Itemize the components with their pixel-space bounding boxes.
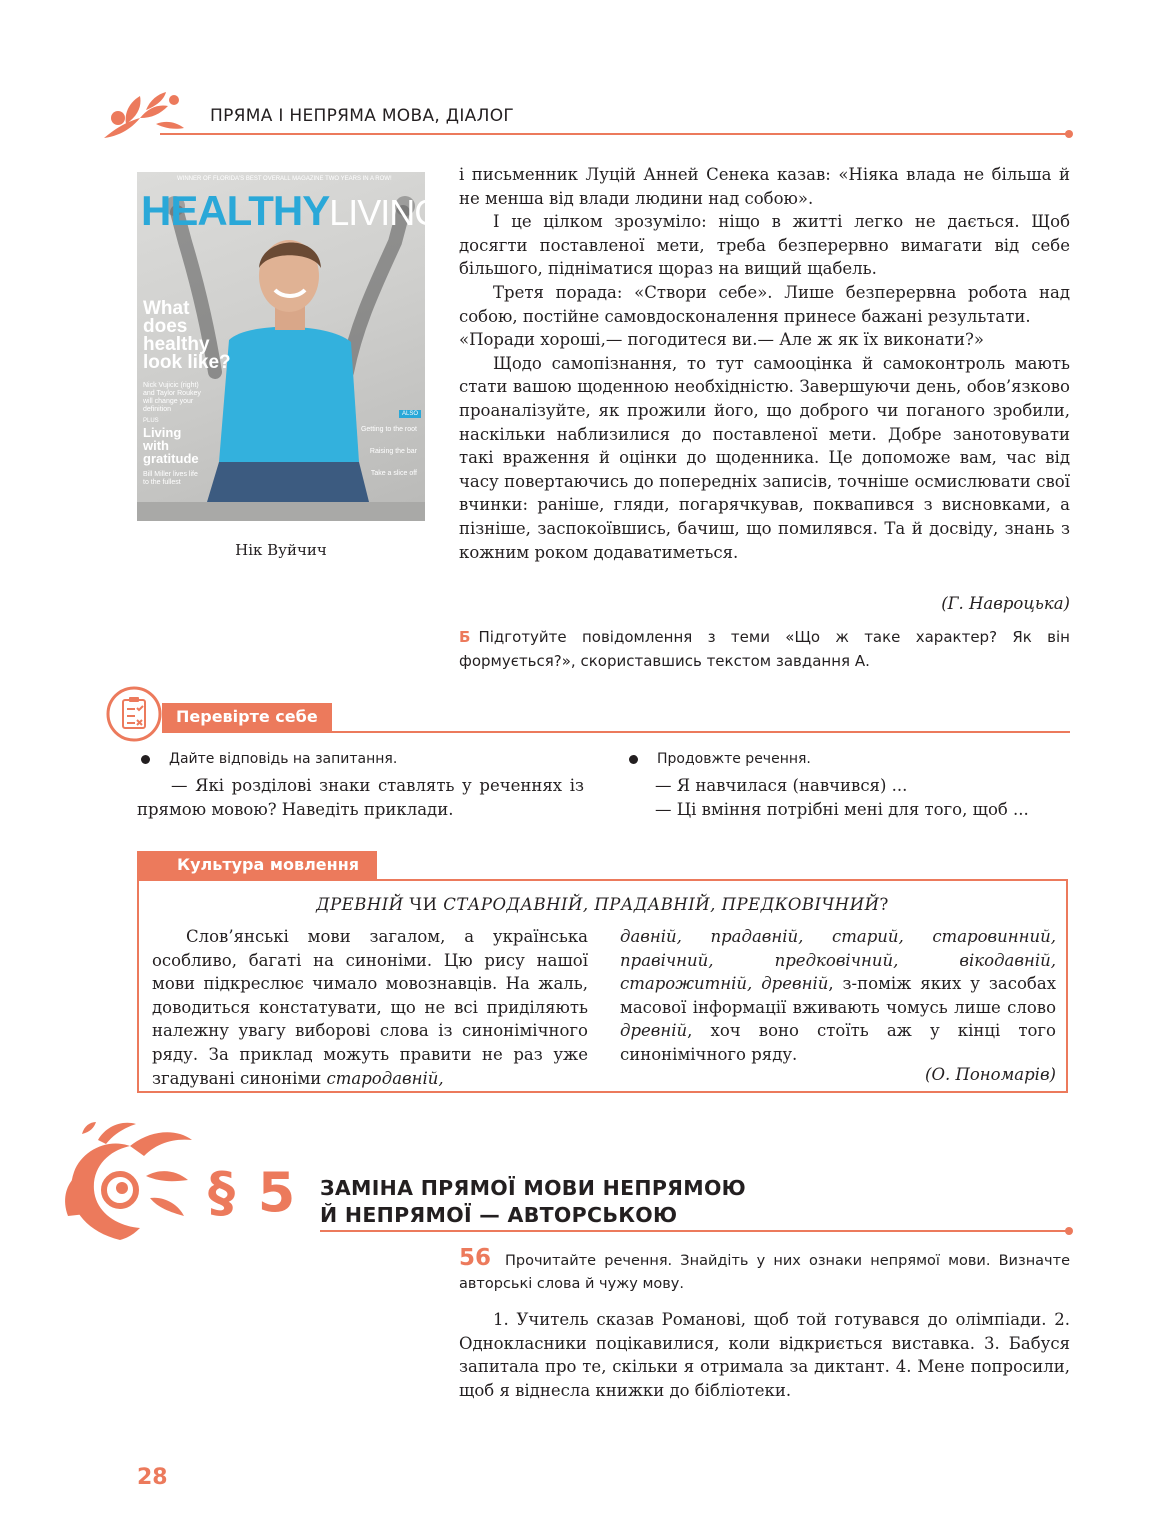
cover-plus: PLUS	[143, 418, 159, 424]
section-title-line: ЗАМІНА ПРЯМОЇ МОВИ НЕПРЯМОЮ	[320, 1176, 747, 1200]
paragraph: «Поради хороші,— погодитеся ви.— Але ж як їх виконати?»	[459, 330, 984, 350]
cover-names-line: will change your	[143, 398, 194, 405]
cover-headline-line: What	[143, 298, 190, 319]
paragraph: І це цілком зрозуміло: ніщо в житті легко не дається. Щоб досягти поставленої мети, треба безперервно вимагати від себе більшого, підніматися щораз на вищий щабель.	[459, 212, 1070, 279]
clipboard-checklist-icon	[106, 686, 162, 742]
cover-side-text: Take a slice off	[370, 470, 417, 477]
cover-names	[143, 382, 201, 414]
rule-end-dot	[1065, 130, 1073, 138]
section-title-line: Й НЕПРЯМОЇ — АВТОРСЬКОЮ	[320, 1203, 678, 1227]
text-author: (Г. Навроцька)	[941, 594, 1070, 613]
page-number: 28	[137, 1465, 168, 1490]
cover-headline-line: does	[143, 316, 188, 337]
culture-label: Культура мовлення	[137, 851, 377, 879]
cover-logo	[141, 187, 442, 234]
header-title: ПРЯМА І НЕПРЯМА МОВА, ДІАЛОГ	[210, 106, 515, 126]
section-ornament-icon	[60, 1120, 210, 1250]
question-line: — Які розділові знаки ставлять у реченнях із прямою мовою? Наведіть приклади.	[137, 776, 584, 819]
culture-title-part: ?	[879, 895, 889, 914]
cover-bill-line: Bill Miller lives life	[143, 471, 198, 478]
culture-title	[137, 895, 1068, 914]
cover-bill	[143, 471, 198, 487]
cover-living	[143, 426, 199, 465]
cover-living-line: gratitude	[143, 451, 199, 466]
cover-headline	[143, 300, 231, 372]
continuation-line: — Ці вміння потрібні мені для того, щоб ...	[655, 799, 1029, 819]
cover-logo-bold: HEALTHY	[141, 187, 330, 234]
cover-names-line: and Taylor Roukey	[143, 390, 201, 397]
culture-text: Слов’янські мови загалом, а українська особливо, багаті на синоніми. Цю рису нашої мови підкреслює чимало мовознавців. На жаль, доводиться констатувати, що не всі приділяють належну увагу виборові слова із синонімічного ряду. За приклад можуть правити не раз уже згадувані синоніми	[152, 927, 588, 1088]
section-title	[320, 1175, 746, 1229]
exercise-task: Прочитайте речення. Знайдіть у них ознаки непрямої мови. Визначте авторські слова й чужу мову.	[459, 1253, 1070, 1292]
culture-text: , хоч воно стоїть аж у кінці того синонімічного ряду.	[620, 1021, 1056, 1064]
exercise-body: 1. Учитель сказав Романові, щоб той готувався до олімпіади. 2. Однокласники поцікавилися, коли відкриється виставка. 3. Бабуся запитала про те, скільки я отримала за диктант. 4. Мене попросили, щоб я віднесла книжки до бібліотеки.	[459, 1310, 1070, 1400]
cover-living-line: Living	[143, 425, 182, 440]
task-letter: Б	[459, 628, 471, 646]
rule-end-dot	[1065, 1227, 1073, 1235]
culture-text-italic: стародавній,	[326, 1068, 444, 1088]
paragraph: і письменник Луцій Анней Сенека казав: «Ніяка влада не більша й не менша від влади людини над собою».	[459, 165, 1070, 208]
cover-headline-line: healthy	[143, 334, 210, 355]
check-left-column	[137, 748, 584, 821]
check-rule	[162, 731, 1070, 733]
bullet-item: Продовжте речення.	[625, 748, 1070, 770]
culture-author: (О. Пономарів)	[925, 1065, 1056, 1084]
cover-living-line: with	[143, 438, 169, 453]
cover-bill-line: to the fullest	[143, 479, 181, 486]
magazine-cover-image	[137, 172, 442, 521]
culture-text-italic: давній, прадавній, старий, старовинний, правічний, предковічний, вікодавній, старожитній, древній	[620, 927, 1056, 994]
check-right-column	[625, 748, 1070, 821]
task-text: Підготуйте повідомлення з теми «Що ж таке характер? Як він формується?», скориставшись текстом завдання А.	[459, 628, 1070, 670]
cover-names-line: definition	[143, 406, 172, 413]
paragraph: Третя порада: «Створи себе». Лише безперервна робота над собою, постійне самовдосконалення принесе бажані результати.	[459, 282, 1070, 326]
culture-left-column	[152, 925, 588, 1090]
cover-headline-line: look like?	[143, 352, 231, 373]
continuation-line: — Я навчилася (навчився) ...	[655, 776, 908, 795]
bullet-item: Дайте відповідь на запитання.	[137, 748, 584, 770]
cover-side-text: Raising the bar	[369, 448, 417, 455]
cover-side-text: Getting to the root	[360, 426, 417, 433]
cover-banner: WINNER OF FLORIDA'S BEST OVERALL MAGAZINE TWO YEARS IN A ROW!	[177, 176, 392, 182]
culture-right-column	[620, 925, 1056, 1067]
paragraph: Щодо самопізнання, то тут самооцінка й самоконтроль мають стати вашою щоденною необхідністю. Завершуючи день, обов’язково проаналізуйте, як прожили його, що доброго чи поганого зробили, наскільки наблизилися до поставленої мети. Добре занотовувати такі враження й оцінки до щоденника. Це допоможе вам, час від часу повертаючись до попередніх записів, точніше осмислювати свої вчинки: раніше, гляди, погарячкував, поквапився з висновками, а пізніше, заспокоївшись, бачиш, що помилявся. Та й досвіду, знань з кожним роком додаватиметься.	[459, 353, 1070, 562]
cover-logo-light: LIVING	[329, 192, 442, 233]
culture-text-italic: древній	[620, 1021, 688, 1041]
header-ornament-icon	[96, 88, 192, 144]
culture-title-part: ДРЕВНІЙ	[316, 895, 404, 914]
task-b	[459, 625, 1070, 673]
culture-text: , з-поміж яких у засобах масової інформації вживають чомусь лише слово	[620, 974, 1057, 1017]
cover-caption: Нік Вуйчич	[235, 541, 327, 559]
cover-also: ALSO	[399, 410, 421, 418]
header-rule	[160, 133, 1069, 135]
culture-title-part: СТАРОДАВНІЙ, ПРАДАВНІЙ, ПРЕДКОВІЧНИЙ	[443, 895, 880, 914]
section-rule	[320, 1230, 1069, 1232]
culture-title-part: ЧИ	[403, 895, 444, 914]
cover-names-line: Nick Vujicic (right)	[143, 382, 199, 389]
check-yourself-label: Перевірте себе	[162, 703, 332, 731]
section-number: § 5	[208, 1161, 298, 1224]
reading-text	[459, 163, 1070, 564]
exercise-number: 56	[459, 1245, 492, 1271]
